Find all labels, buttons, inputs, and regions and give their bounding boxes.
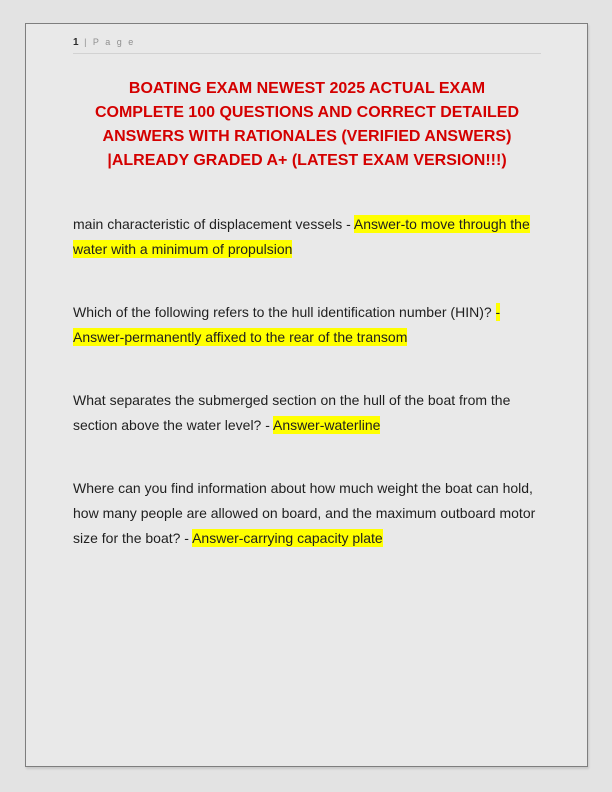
page-header bbox=[73, 37, 541, 48]
page-number: 1 bbox=[73, 37, 80, 48]
header-divider bbox=[73, 53, 541, 54]
qa-item bbox=[73, 300, 541, 350]
page-content bbox=[26, 24, 587, 551]
document-title: BOATING EXAM NEWEST 2025 ACTUAL EXAM COMPLETE 100 QUESTIONS AND CORRECT DETAILED ANSWERS WITH RATIONALES (VERIFIED ANSWERS) |ALREADY GRADED A+ (LATEST EXAM VERSION!!!) bbox=[94, 80, 520, 169]
qa-question: Which of the following refers to the hull identification number (HIN)? bbox=[73, 304, 496, 320]
qa-item bbox=[73, 212, 541, 262]
qa-answer-highlight: - Answer-permanently affixed to the rear of the transom bbox=[73, 304, 501, 345]
qa-question: Where can you find information about how much weight the boat can hold, how many people are allowed on board, and the maximum outboard motor size for the boat? - bbox=[73, 480, 536, 546]
qa-question: main characteristic of displacement vessels - bbox=[73, 216, 354, 232]
qa-answer-highlight: Answer-to move through the water with a minimum of propulsion bbox=[73, 216, 530, 257]
page-label: | P a g e bbox=[84, 37, 136, 47]
qa-item bbox=[73, 388, 541, 438]
qa-answer-highlight: Answer-carrying capacity plate bbox=[192, 530, 383, 546]
qa-answer-highlight: Answer-waterline bbox=[273, 417, 381, 433]
qa-question: What separates the submerged section on the hull of the boat from the section above the water level? - bbox=[73, 392, 511, 433]
document-page bbox=[25, 23, 588, 767]
qa-item bbox=[73, 476, 541, 551]
